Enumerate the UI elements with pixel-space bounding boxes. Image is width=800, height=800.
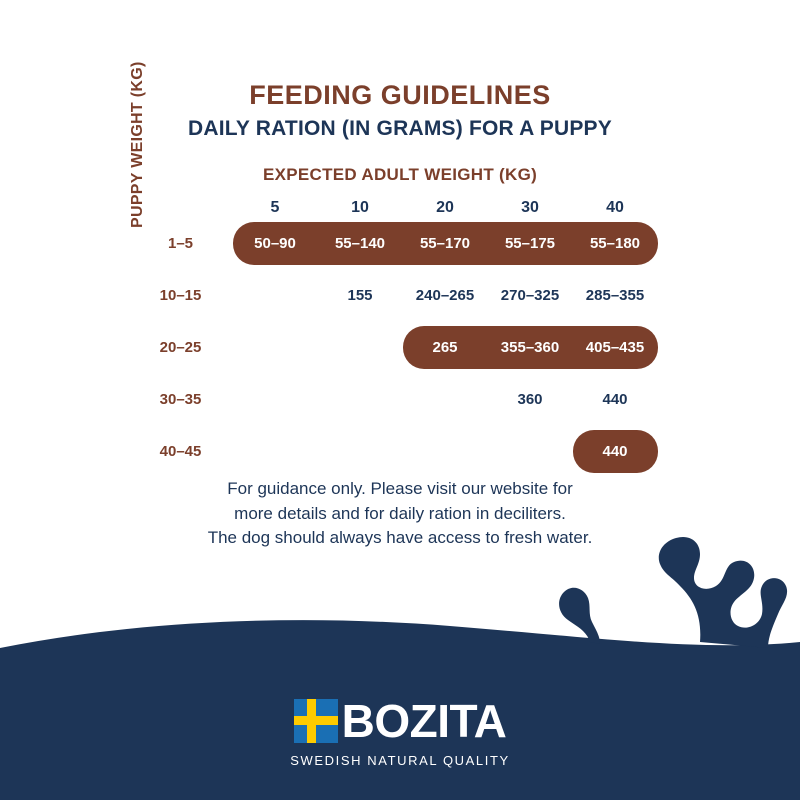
cell-r4-c2 bbox=[403, 430, 488, 473]
corner-cell bbox=[143, 194, 233, 222]
column-header-2: 20 bbox=[436, 199, 454, 216]
footnote-line-3: The dog should always have access to fresh water. bbox=[207, 528, 593, 548]
cell-r3-c2 bbox=[403, 378, 488, 421]
page-title: FEEDING GUIDELINES bbox=[249, 80, 551, 110]
title-block bbox=[0, 80, 800, 141]
row-gap bbox=[143, 265, 658, 274]
antler-branch-icon bbox=[559, 588, 600, 644]
table-row bbox=[143, 222, 658, 265]
cell-r2-c0 bbox=[233, 326, 318, 369]
table-row bbox=[143, 326, 658, 369]
antler-icon bbox=[659, 537, 787, 648]
row-label-4: 40–45 bbox=[159, 443, 202, 460]
cell-r2-c3: 355–360 bbox=[488, 326, 573, 369]
column-axis-title: EXPECTED ADULT WEIGHT (KG) bbox=[262, 165, 538, 184]
row-gap bbox=[143, 369, 658, 378]
logo-row bbox=[294, 695, 507, 747]
row-label-3: 30–35 bbox=[159, 391, 202, 408]
cell-r1-c2: 240–265 bbox=[415, 287, 475, 304]
cell-r4-c1 bbox=[318, 430, 403, 473]
feeding-table-section bbox=[0, 165, 800, 473]
cell-r1-c1: 155 bbox=[347, 287, 373, 304]
cell-r1-c3: 270–325 bbox=[500, 287, 560, 304]
cell-r0-c4: 55–180 bbox=[573, 222, 658, 265]
footnote-line-2: more details and for daily ration in deciliters. bbox=[234, 503, 566, 523]
feeding-table bbox=[143, 194, 658, 473]
table-header-row bbox=[143, 194, 658, 222]
cell-r0-c1: 55–140 bbox=[318, 222, 403, 265]
row-axis-title: PUPPY WEIGHT (KG) bbox=[129, 61, 146, 228]
footnote-line-1: For guidance only. Please visit our website for bbox=[227, 479, 573, 498]
table-row bbox=[143, 430, 658, 473]
row-label-0: 1–5 bbox=[167, 235, 194, 252]
cell-r4-c3 bbox=[488, 430, 573, 473]
brand-logo bbox=[0, 695, 800, 768]
brand-name: BOZITA bbox=[341, 695, 507, 747]
cell-r3-c4: 440 bbox=[602, 391, 628, 408]
cell-r2-c1 bbox=[318, 326, 403, 369]
row-label-2: 20–25 bbox=[159, 339, 202, 356]
cell-r1-c0 bbox=[233, 274, 318, 317]
row-label-1: 10–15 bbox=[159, 287, 202, 304]
cell-r0-c3: 55–175 bbox=[488, 222, 573, 265]
page-subtitle: DAILY RATION (IN GRAMS) FOR A PUPPY bbox=[188, 117, 612, 141]
table-row bbox=[143, 378, 658, 421]
cell-r0-c0: 50–90 bbox=[233, 222, 318, 265]
cell-r3-c0 bbox=[233, 378, 318, 421]
cell-r2-c4: 405–435 bbox=[573, 326, 658, 369]
brand-tagline: SWEDISH NATURAL QUALITY bbox=[290, 753, 510, 768]
table-row bbox=[143, 274, 658, 317]
cell-r4-c0 bbox=[233, 430, 318, 473]
cell-r2-c2: 265 bbox=[403, 326, 488, 369]
row-gap bbox=[143, 421, 658, 430]
column-header-0: 5 bbox=[270, 199, 280, 216]
swedish-flag-icon bbox=[294, 699, 338, 743]
cell-r4-c4: 440 bbox=[573, 430, 658, 473]
column-header-1: 10 bbox=[351, 199, 369, 216]
row-gap bbox=[143, 317, 658, 326]
cell-r0-c2: 55–170 bbox=[403, 222, 488, 265]
cell-r3-c1 bbox=[318, 378, 403, 421]
column-header-4: 40 bbox=[606, 199, 624, 216]
cell-r1-c4: 285–355 bbox=[585, 287, 645, 304]
column-header-3: 30 bbox=[521, 199, 539, 216]
cell-r3-c3: 360 bbox=[517, 391, 543, 408]
